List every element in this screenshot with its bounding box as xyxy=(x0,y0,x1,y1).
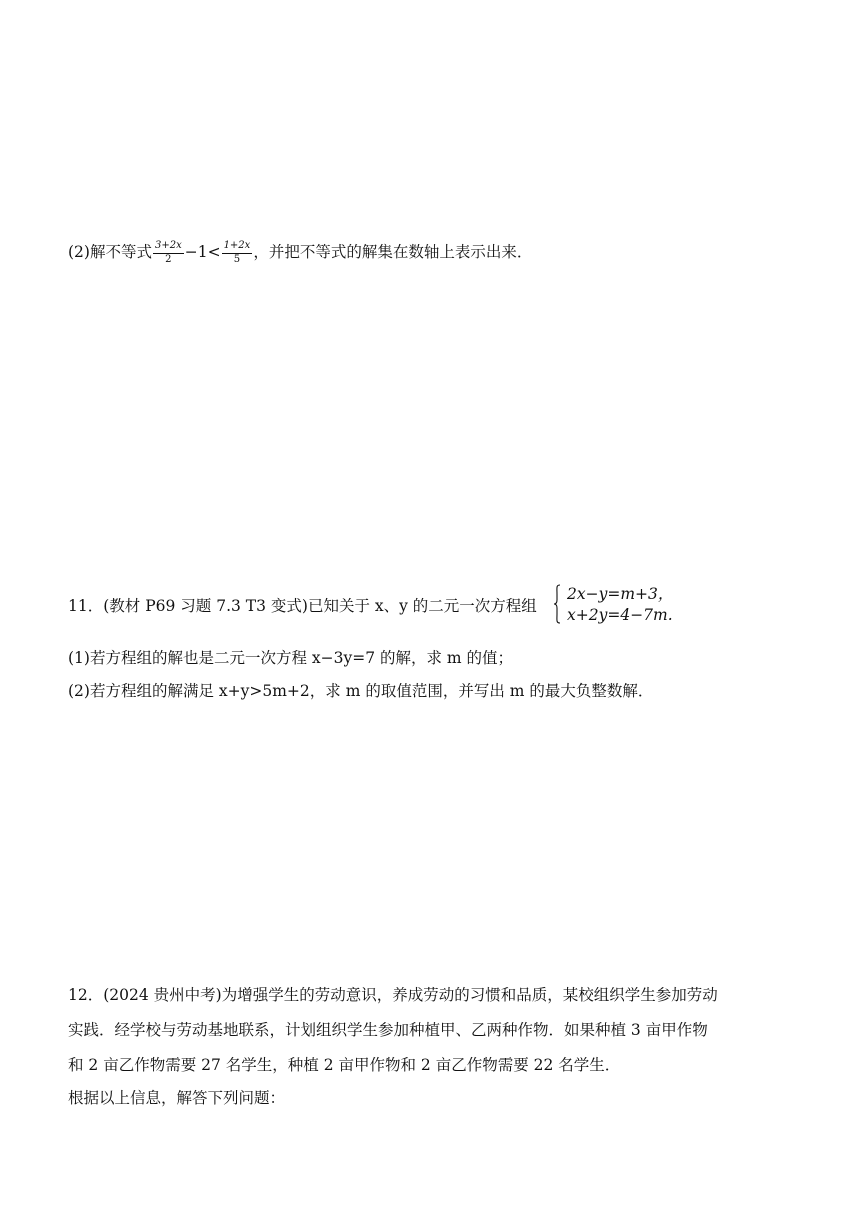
fraction-1 xyxy=(153,240,184,266)
fraction-1-denominator: 2 xyxy=(165,253,172,265)
equation-1: 2x−y=m+3， xyxy=(567,585,674,603)
part2-prefix: (2)解不等式 xyxy=(68,243,152,261)
q11-lead: 11．(教材 P69 习题 7.3 T3 变式)已知关于 x、y 的二元一次方程组 xyxy=(68,597,537,615)
part2-line xyxy=(68,240,532,266)
equation-2: x+2y=4−7m. xyxy=(567,606,673,624)
fraction-2-denominator: 5 xyxy=(233,253,241,265)
left-brace-icon xyxy=(553,584,561,624)
part2-middle: −1< xyxy=(184,243,221,261)
q11-sub2: (2)若方程组的解满足 x+y>5m+2，求 m 的取值范围，并写出 m 的最大负整数解． xyxy=(68,682,654,700)
fraction-2-numerator: 1+2x xyxy=(222,240,253,254)
part2-suffix: ，并把不等式的解集在数轴上表示出来． xyxy=(253,243,533,261)
q12-line4: 根据以上信息，解答下列问题： xyxy=(68,1089,286,1107)
fraction-2 xyxy=(222,240,253,266)
fraction-1-numerator: 3+2x xyxy=(153,240,184,254)
q12-line2: 实践．经学校与劳动基地联系，计划组织学生参加种植甲、乙两种作物．如果种植 3 亩甲作物 xyxy=(68,1021,708,1039)
q12-line1: 12．(2024 贵州中考)为增强学生的劳动意识，养成劳动的习惯和品质，某校组织学生参加劳动 xyxy=(68,986,718,1004)
q12-line3: 和 2 亩乙作物需要 27 名学生，种植 2 亩甲作物和 2 亩乙作物需要 22 名学生． xyxy=(68,1056,621,1074)
q11-sub1: (1)若方程组的解也是二元一次方程 x−3y=7 的解，求 m 的值； xyxy=(68,649,514,667)
